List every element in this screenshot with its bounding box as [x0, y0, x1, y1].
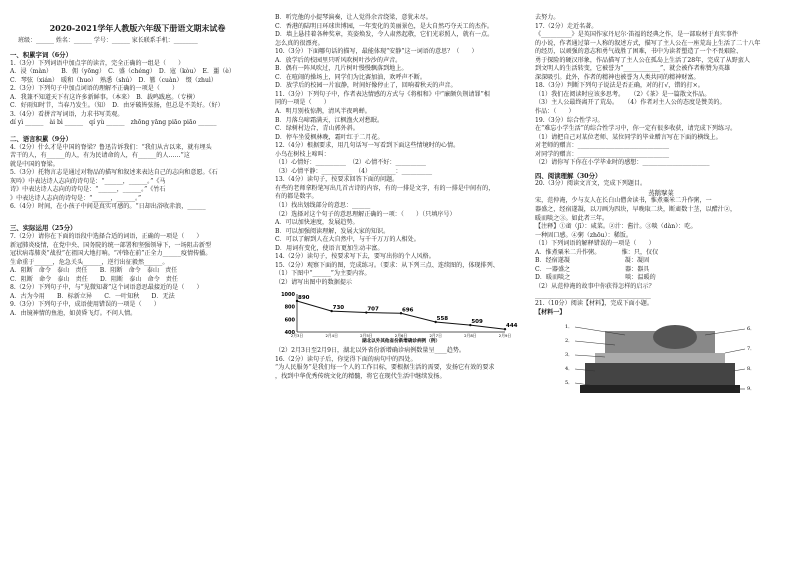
text-line: A．古为今用 B．标新立异 C．一叶知秋 D．无法 [10, 292, 175, 300]
questions-10-15 [275, 14, 525, 288]
data-label: 509 [471, 318, 483, 325]
question-20: 20.（3分）阅读文言文，完成下列题目。 [535, 180, 647, 188]
text-line: 一、积累字词（6分） [10, 51, 72, 60]
text-line: 《__________》是英国作家丹尼尔·笛福的经典之作，是一部取材于真实事件 [535, 31, 739, 39]
chart-title: 湖北以外其他省份新增确诊病例（例） [361, 338, 441, 344]
text-line: 诗》中表达诗人志向的诗句是：“______，______。”《竹石 [10, 186, 166, 194]
section-3-lines [10, 224, 265, 318]
column-left [10, 14, 265, 319]
text-line: A．惟煮粟米二升作粥。 惟：只，仅仅 [535, 248, 659, 256]
text-line: 13.（4分）读句子，按要求回答下面的问题。 [275, 176, 399, 184]
text-line: 4.（2分）什么才是中国的脊梁？鲁迅告诉我们：“我们从古以来，就有埋头 [10, 143, 212, 151]
machine-base [580, 385, 740, 393]
text-line: A．可以加快速度，发展趋势。 [275, 219, 359, 227]
text-line: 生命重于______，危急关头______，逆行出征毅然______。 [10, 258, 169, 266]
text-line: C．香港的陆明日环球世博园，一年变化的美丽景色，是大自然巧夺天工的杰作。 [275, 22, 493, 30]
text-line: （1）我们在阅读时应该多思考。 （2）《茶》是一篇散文作品。 [535, 90, 711, 98]
text-line: 8.（2分）下列句子中，与“见微知著”这个词语意思最接近的是（ ） [10, 284, 203, 292]
text-line: （2）从范仲淹的故事中你获得怎样的启示？ [535, 282, 655, 290]
text-line: 二、语言积累（9分） [10, 135, 72, 144]
text-line: 苦干的人，有______的人，有为民请命的人，有______的人……”这 [10, 152, 190, 160]
data-label: 730 [332, 304, 345, 311]
machine-frame [595, 353, 725, 363]
text-line: 【注释】①齑（jī）：咸菜。②汁：酱汁。③啖（dàn）：吃。 [535, 223, 697, 231]
text-line: （3）主人公最终离开了荒岛。 （4）作者对主人公的态度是赞美的。 [535, 99, 726, 107]
x-tick-label: 2月4日 [325, 332, 338, 338]
text-line: 》中表达诗人志向的诗句是：“______，______。” [10, 194, 142, 202]
text-line: 怎么真的很漂亮。 [275, 39, 324, 47]
chart-caption-note: （2）2月3日至2月9日，湖北以外省份新增确诊病例数量呈____趋势。 [275, 347, 466, 355]
text-line: A．明月别枝惊鹊，清风半夜鸣蝉。 [275, 108, 371, 116]
text-line: （2）请写出图中的数据提示 [275, 278, 353, 286]
text-line: 就是中国的脊梁。 [10, 160, 59, 168]
x-tick-label: 2月3日 [290, 332, 304, 338]
text-line: “为人民服务”是我们每一个人的工作目标，要根据生活的需要，发扬它有效的要求 [275, 364, 495, 372]
y-tick-label: 1000 [281, 291, 295, 298]
data-label: 696 [402, 306, 414, 313]
text-line: A．浸（màn） B．佣（yōng） C．盛（chéng） D．寇（kòu） E．噩（è） [10, 68, 235, 76]
text-line: 小鸟在树枝上啼叫： [275, 150, 330, 158]
x-tick-label: 2月9日 [498, 332, 512, 338]
machine-part-label: 9． [747, 386, 756, 393]
machine-diagram [535, 319, 787, 413]
text-line: C．在喧闹的操场上，同学们为比赛加油，欢呼声不断。 [275, 73, 426, 81]
machine-illustration [535, 319, 785, 409]
text-line: （3）心情平静：__________ （4）________：__________ [275, 167, 433, 175]
text-line: B．月落乌啼霜满天，江枫渔火对愁眠。 [275, 116, 384, 124]
passage-and-questions [535, 197, 787, 300]
text-line: dí yì ______ ài bì ______ qí yù ______ zhōng yāng piāo piāo ______ [10, 119, 217, 127]
text-line: 3.（4分）看拼音写词语，力求书写美观。 [10, 110, 124, 118]
exam-title: 2020-2021学年人教版六年级下册语文期末试卷 [49, 23, 226, 33]
text-line: B．经宿遂凝 凝：凝固 [535, 257, 650, 265]
text-line: A．由镜神情的鱼池，如黄昏飞灯。不问人情。 [10, 309, 137, 317]
x-tick-label: 2月6日 [394, 332, 408, 338]
text-line: D．停车坐爱枫林晚，霜叶红于二月花。 [275, 133, 384, 141]
text-line: 的经历，以顽强的意志和勇气战胜了困难，书中为读者塑造了一个不畏艰险、 [535, 48, 743, 56]
text-line: （2）请你写下你在小学毕业时的感想：______________________ [535, 159, 710, 167]
text-line: 器盛之，经宿遂凝，以刀画为四块，早晚取二块，断齑数十茎，以醋汁②， [535, 206, 737, 214]
text-line: 勇于探险的硬汉形象，作品描写了主人公在孤岛上生活了28年，完成了从野蛮人 [535, 56, 750, 64]
text-line: C．绿树村边合，青山郭外斜。 [275, 125, 359, 133]
x-tick-label: 2月5日 [360, 332, 373, 338]
text-line: 一种固口感。④粥（zhōu）：稀饭。 [535, 231, 632, 239]
machine-part-label: 2． [565, 338, 574, 345]
text-line: 19.（3分）综合性学习。 [535, 116, 604, 124]
text-line: 9.（3分）下列句子中，成语使用错误的一项是（ ） [10, 301, 160, 309]
text-line: 对老师的赠言：______________________________ [535, 142, 670, 150]
text-line: （1）下列词语的解释错误的一项是（ ） [535, 240, 655, 248]
text-line: （1）心情好：__________ （2）心情不好：__________ [275, 159, 426, 167]
text-line: A．放学后的校园里只听风吹树叶沙沙的声音。 [275, 56, 402, 64]
line-chart [275, 290, 518, 344]
text-line: A．我兼不知道天下有这许多新鲜事。（本来） B．载鸣跋扈。（专横） [10, 93, 199, 101]
text-line: ，找到中华优秀传统文化的精髓，将它在现代生活中继续发扬。 [275, 372, 446, 380]
student-info-fields: 班级：______ 姓名：______ 学号：______ 家长联系手机：________ [18, 36, 198, 44]
material-label: 【材料一】 [535, 308, 566, 316]
text-line: 三、实际运用（25分） [10, 224, 77, 233]
case-count-chart [275, 290, 525, 346]
text-line: 6.（4分）时间，在小孩子中间是真实可感的。“日却出浴收赤浪，______ [10, 203, 206, 211]
machine-part-label: 8． [747, 366, 756, 373]
text-line: 到文明人的生活转变，它被誉为“____________”，就会被作者称赞为英雄 [535, 65, 731, 73]
text-line: B．偶有一阵风吹过，几片树叶慢慢飘落到地上。 [275, 65, 408, 73]
text-line: （2）选择对这个句子的意思理解正确的一项：（ ）（只填序号） [275, 210, 456, 218]
text-line: 去努力。 [535, 14, 560, 21]
text-line: C．可以了解到人在大自然中，与千千万万的人相处。 [275, 236, 420, 244]
column-middle [275, 14, 525, 381]
text-line: 作品：（ ） [535, 108, 575, 116]
machine-part-label: 3． [565, 352, 574, 359]
y-tick-label: 400 [284, 329, 295, 336]
text-line: 18.（3分）判断下列句子说法是否正确，对的打√，错的打×。 [535, 82, 704, 90]
text-line: C．一器盛之 器：器具 [535, 265, 650, 273]
text-line: B．可以加强阅读理解，发展大家的知识。 [275, 227, 390, 235]
text-line: D．用词有变化，使语言更加生动丰富。 [275, 244, 384, 252]
x-tick-label: 2月8日 [464, 332, 477, 338]
machine-drum [653, 325, 697, 349]
section-4-heading: 四、阅读理解（30分） [535, 171, 602, 180]
text-line: 有些的老师拿粉笔写出几首古诗的内容，有的一排是文字，有的一排是中间有的， [275, 184, 495, 192]
text-line: 2.（3分）下列句子中加点词语的理解不正确的一项是（ ） [10, 85, 179, 93]
text-line: C．琴弦（xián） 暖和（huo） 熟悉（shú） D．篡（cuàn） 缀（zhuì） [10, 76, 217, 84]
text-line: 冠状病毒肺炎“战役”在祖国大地打响。“冲锋在前”正全力______疫情传播。 [10, 250, 212, 258]
text-line: 10.（3分）下面哪句话的描写，最能体现“安静”这一词语的意思？（ ） [275, 48, 478, 56]
question-16-lines [275, 356, 525, 382]
text-line: （1）下图中“______”为主要内容。 [275, 270, 371, 278]
data-label: 707 [367, 306, 379, 313]
text-line: （1）请把自己对某位老师、某位同学的毕业赠言写在下面的横线上。 [535, 133, 722, 141]
questions-17-19 [535, 14, 787, 168]
text-line: 宋，范仲淹，少与友人在长白山僧舍读书，惟煮粟米二升作粥，一 [535, 197, 712, 205]
text-line: A．阻断 命令 泰山 责任 B．阻断 命令 泰山 责任 [10, 267, 178, 275]
text-line [10, 212, 265, 221]
y-tick-label: 600 [284, 316, 295, 323]
text-line: C．好雨知时节，当春乃发生。（知） D．由牙破皆弦扬，但总是不美好。（好） [10, 102, 224, 110]
text-line: 暖而啖之③。如此者三年。 [535, 214, 609, 222]
text-line: 15.（2分）观察下面的图，完成练习。（要求：从下列三点、连续图的，体现排列、 [275, 261, 499, 269]
text-line: 的小说，作者通过第一人称的叙述方式，描写了主人公在一座荒岛上生活了二十八年 [535, 39, 761, 47]
text-line: 11.（3分）下列句子中，作者表达情感的方式与《将相和》中“廉颇负荆请罪”相 [275, 90, 490, 98]
data-label: 890 [298, 294, 310, 301]
text-line: 17.（2分）走近名著。 [535, 22, 598, 30]
machine-part-label: 5． [565, 380, 574, 387]
text-line: 新冠肺炎疫情，在党中央、国务院的统一部署和坚强领导下，一场阻击新型 [10, 241, 212, 249]
text-line: （1）找出划线部分的意思：______ [275, 202, 371, 210]
text-line: B．听完他的小提琴演奏，让人觉得余音绕梁，意犹未尽。 [275, 14, 432, 21]
text-line: 1.（3分）下列词语中加点字的读音，完全正确的一组是（ ） [10, 59, 185, 67]
text-line: 深深吸引。此外，作者的精神也被誉为人类共同的精神财富。 [535, 73, 700, 81]
section-2-lines [10, 135, 265, 220]
section-1-lines [10, 51, 265, 128]
question-21: 21.（10分）阅读【材料】，完成下面小题。 [535, 300, 653, 308]
text-line: 有的都是数字。 [275, 193, 318, 201]
text-line: 7.（2分）请你在下面的语段中选择合适的词语，正确的一项是（ ） [10, 233, 203, 241]
machine-track [585, 363, 735, 387]
machine-part-label: 4． [565, 366, 574, 373]
y-tick-label: 800 [284, 304, 295, 311]
text-line: D．暖而啖之 啖：温暖的 [535, 274, 656, 282]
text-line: ______________________________________ [535, 291, 651, 299]
text-line: 同的一项是（ ） [275, 99, 330, 107]
data-label: 558 [436, 315, 449, 322]
text-line: D．墙上悬挂着各种奖章，英姿焕发，令人肃然起敬，它们光彩照人，就有一点。 [275, 31, 494, 39]
machine-part-label: 6． [747, 326, 756, 333]
machine-part-label: 1． [565, 324, 574, 331]
text-line: 5.（3分）托物言志是通过对物品的描写和叙述来表达自己的志向和意愿。《石 [10, 169, 218, 177]
text-line: D．放学后的校园一片寂静，时间好像停止了，回响着秋天的声音。 [275, 82, 457, 90]
text-line: C．阻断 命令 泰山 责任 D．阻断 泰山 命令 责任 [10, 275, 178, 283]
text-line: 12.（4分）根据要求，用几句话写一写看到下面这些情境时的心情。 [275, 142, 460, 150]
passage-title: 蒸鹅擘菜 [648, 188, 674, 197]
text-line: 在“难忘小学生活”的综合性学习中，你一定有很多收获，请完成下列练习。 [535, 125, 737, 133]
data-label: 444 [506, 322, 518, 329]
column-right [535, 14, 787, 413]
machine-part-label: 7． [747, 346, 756, 353]
x-tick-label: 2月7日 [429, 332, 442, 338]
text-line: 灰吟》中表达诗人志向的诗句是：“______，______。”《马 [10, 177, 166, 185]
text-line: 16.（2分）读句子后，你觉得下面的病句中的四处。 [275, 355, 417, 363]
text-line: 14.（2分）读句子，按要求写下去，要写出你的个人风格。 [275, 253, 435, 261]
text-line: 对同学的赠言：______________________________ [535, 150, 670, 158]
